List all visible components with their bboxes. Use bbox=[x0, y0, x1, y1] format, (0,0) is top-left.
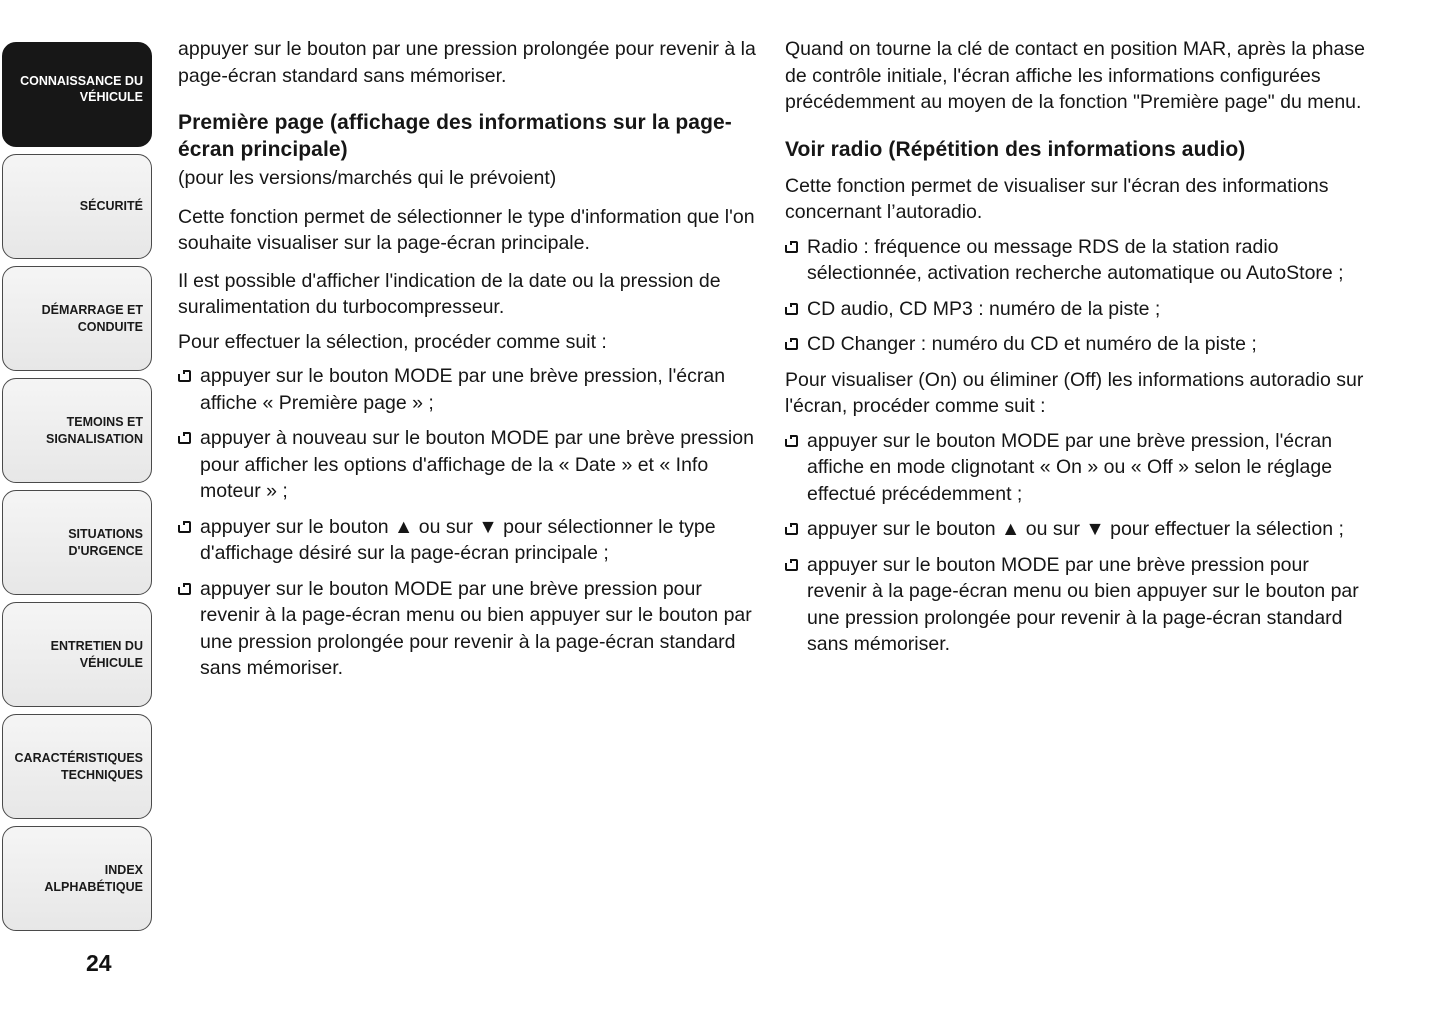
left-column bbox=[178, 36, 760, 691]
bullet-square-icon bbox=[785, 303, 798, 315]
bullet-text: appuyer sur le bouton MODE par une brève pression, l'écran affiche en mode clignotant « On » ou « Off » selon le réglage effectué précédemment ; bbox=[807, 429, 1333, 505]
bullet-square-icon bbox=[785, 338, 798, 350]
section-subnote: (pour les versions/marchés qui le prévoient) bbox=[178, 167, 557, 189]
section-heading: Première page (affichage des informations sur la page-écran principale) bbox=[178, 111, 732, 161]
paragraph: Pour visualiser (On) ou éliminer (Off) les informations autoradio sur l'écran, procéder comme suit : bbox=[785, 368, 1364, 417]
bullet-square-icon bbox=[785, 523, 798, 535]
paragraph: Il est possible d'afficher l'indication de la date ou la pression de suralimentation du turbocompresseur. bbox=[178, 269, 721, 318]
paragraph: Cette fonction permet de visualiser sur l'écran des informations concernant l’autoradio. bbox=[785, 174, 1329, 223]
sidebar-tab-label: CARACTÉRISTIQUES TECHNIQUES bbox=[14, 751, 143, 782]
bullet-item bbox=[785, 331, 1367, 358]
sidebar-tab-label: DÉMARRAGE ET CONDUITE bbox=[41, 303, 143, 334]
bullet-square-icon bbox=[785, 559, 798, 571]
paragraph: Pour effectuer la sélection, procéder comme suit : bbox=[178, 330, 607, 353]
bullet-text: appuyer sur le bouton MODE par une brève pression pour revenir à la page-écran menu ou bien appuyer sur le bouton par une pression prolongée pour revenir à la page-écran standard sans mémoriser. bbox=[807, 553, 1359, 655]
section-heading: Voir radio (Répétition des informations audio) bbox=[785, 137, 1246, 161]
bullet-square-icon bbox=[785, 435, 798, 447]
bullet-item bbox=[785, 552, 1367, 658]
bullet-square-icon bbox=[785, 241, 798, 253]
sidebar-tab-caracteristiques-techniques bbox=[2, 714, 152, 819]
bullet-text: appuyer sur le bouton ▲ ou sur ▼ pour effectuer la sélection ; bbox=[807, 518, 1344, 540]
sidebar-tab-connaissance-du-vehicule bbox=[2, 42, 152, 147]
bullet-text: appuyer sur le bouton MODE par une brève pression, l'écran affiche « Première page » ; bbox=[200, 365, 726, 414]
bullet-square-icon bbox=[178, 583, 191, 595]
sidebar-tab-entretien-du-vehicule bbox=[2, 602, 152, 707]
bullet-item bbox=[785, 428, 1367, 508]
bullet-item bbox=[178, 425, 760, 505]
bullet-item bbox=[785, 296, 1367, 323]
bullet-square-icon bbox=[178, 432, 191, 444]
bullet-square-icon bbox=[178, 370, 191, 382]
right-column bbox=[785, 36, 1367, 667]
bullet-square-icon bbox=[178, 521, 191, 533]
bullet-text: appuyer sur le bouton MODE par une brève pression pour revenir à la page-écran menu ou bien appuyer sur le bouton par une pression prolongée pour revenir à la page-écran standard sans mémoriser. bbox=[200, 577, 752, 679]
bullet-item bbox=[785, 516, 1367, 543]
bullet-item bbox=[178, 363, 760, 416]
bullet-item bbox=[178, 514, 760, 567]
page-number: 24 bbox=[86, 950, 112, 976]
sidebar-tab-index-alphabetique bbox=[2, 826, 152, 931]
paragraph: appuyer sur le bouton par une pression prolongée pour revenir à la page-écran standard sans mémoriser. bbox=[178, 38, 756, 87]
bullet-item bbox=[178, 576, 760, 682]
bullet-text: CD audio, CD MP3 : numéro de la piste ; bbox=[807, 297, 1161, 320]
sidebar-tab-situations-durgence bbox=[2, 490, 152, 595]
sidebar-tab-label: SÉCURITÉ bbox=[79, 199, 143, 214]
paragraph: Quand on tourne la clé de contact en position MAR, après la phase de contrôle initiale, l'écran affiche les informations configurées précédemment au moyen de la fonction "Première page" du menu. bbox=[785, 38, 1365, 113]
bullet-text: appuyer à nouveau sur le bouton MODE par une brève pression pour afficher les options d'affichage de la « Date » et « Info moteur » ; bbox=[200, 427, 754, 502]
paragraph: Cette fonction permet de sélectionner le type d'information que l'on souhaite visualiser sur la page-écran principale. bbox=[178, 205, 755, 254]
bullet-text: Radio : fréquence ou message RDS de la station radio sélectionnée, activation recherche automatique ou AutoStore ; bbox=[807, 235, 1344, 284]
sidebar-tab-securite bbox=[2, 154, 152, 259]
chapter-sidebar bbox=[2, 42, 152, 931]
sidebar-tab-label: CONNAISSANCE DU VÉHICULE bbox=[20, 74, 143, 105]
sidebar-tab-label: INDEX ALPHABÉTIQUE bbox=[44, 863, 143, 894]
sidebar-tab-label: SITUATIONS D'URGENCE bbox=[68, 527, 143, 558]
bullet-item bbox=[785, 234, 1367, 287]
sidebar-tab-label: ENTRETIEN DU VÉHICULE bbox=[50, 639, 143, 670]
sidebar-tab-label: TEMOINS ET SIGNALISATION bbox=[46, 415, 143, 446]
bullet-text: appuyer sur le bouton ▲ ou sur ▼ pour sélectionner le type d'affichage désiré sur la page-écran principale ; bbox=[200, 515, 716, 564]
sidebar-tab-demarrage-et-conduite bbox=[2, 266, 152, 371]
bullet-text: CD Changer : numéro du CD et numéro de la piste ; bbox=[807, 333, 1257, 355]
sidebar-tab-temoins-et-signalisation bbox=[2, 378, 152, 483]
